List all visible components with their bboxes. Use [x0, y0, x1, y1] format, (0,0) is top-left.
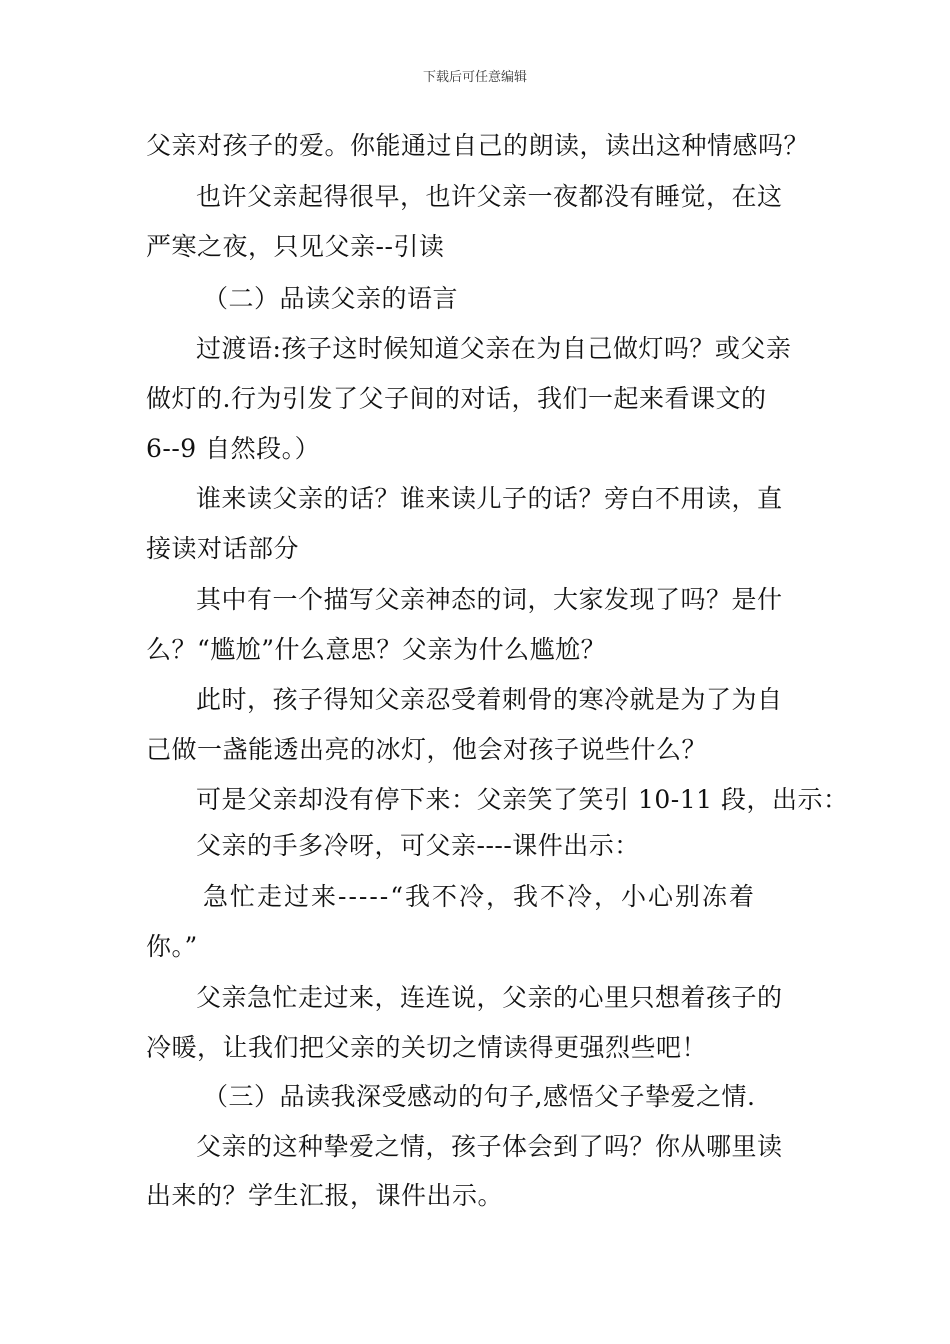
text-line: 可是父亲却没有停下来：父亲笑了笑引 10-11 段，出示： [196, 785, 849, 814]
text-line: 出来的？学生汇报，课件出示。 [146, 1181, 504, 1210]
text-line: 6--9 自然段。） [146, 434, 321, 463]
text-line: 严寒之夜，只见父亲--引读 [146, 232, 445, 261]
text-line: 过渡语:孩子这时候知道父亲在为自己做灯吗？或父亲 [196, 334, 792, 363]
text-line: 父亲对孩子的爱。你能通过自己的朗读，读出这种情感吗？ [146, 131, 810, 160]
text-line: 也许父亲起得很早，也许父亲一夜都没有睡觉，在这 [196, 182, 783, 211]
text-line: 父亲的手多冷呀，可父亲----课件出示： [196, 831, 640, 860]
text-line: 己做一盏能透出亮的冰灯，他会对孩子说些什么？ [146, 735, 708, 764]
page-header: 下载后可任意编辑 [422, 70, 527, 85]
text-line: 其中有一个描写父亲神态的词，大家发现了吗？是什 [196, 585, 783, 614]
section-heading: （二）品读父亲的语言 [203, 284, 459, 313]
text-line: 父亲的这种挚爱之情，孩子体会到了吗？你从哪里读 [196, 1132, 783, 1161]
text-line: 么？“尴尬”什么意思？父亲为什么尴尬？ [146, 635, 607, 664]
text-line: 冷暖，让我们把父亲的关切之情读得更强烈些吧！ [146, 1033, 708, 1062]
text-line: 此时，孩子得知父亲忍受着刺骨的寒冷就是为了为自 [196, 685, 783, 714]
text-line: 父亲急忙走过来，连连说，父亲的心里只想着孩子的 [196, 983, 783, 1012]
text-line: 做灯的.行为引发了父子间的对话，我们一起来看课文的 [146, 384, 767, 413]
section-heading: （三）品读我深受感动的句子,感悟父子挚爱之情. [203, 1082, 756, 1111]
quote-line: 急忙走过来-----“我不冷，我不冷，小心别冻着 [203, 882, 757, 911]
text-line: 谁来读父亲的话？谁来读儿子的话？旁白不用读，直 [196, 484, 783, 513]
quote-line: 你。” [146, 932, 198, 961]
text-line: 接读对话部分 [146, 534, 300, 563]
